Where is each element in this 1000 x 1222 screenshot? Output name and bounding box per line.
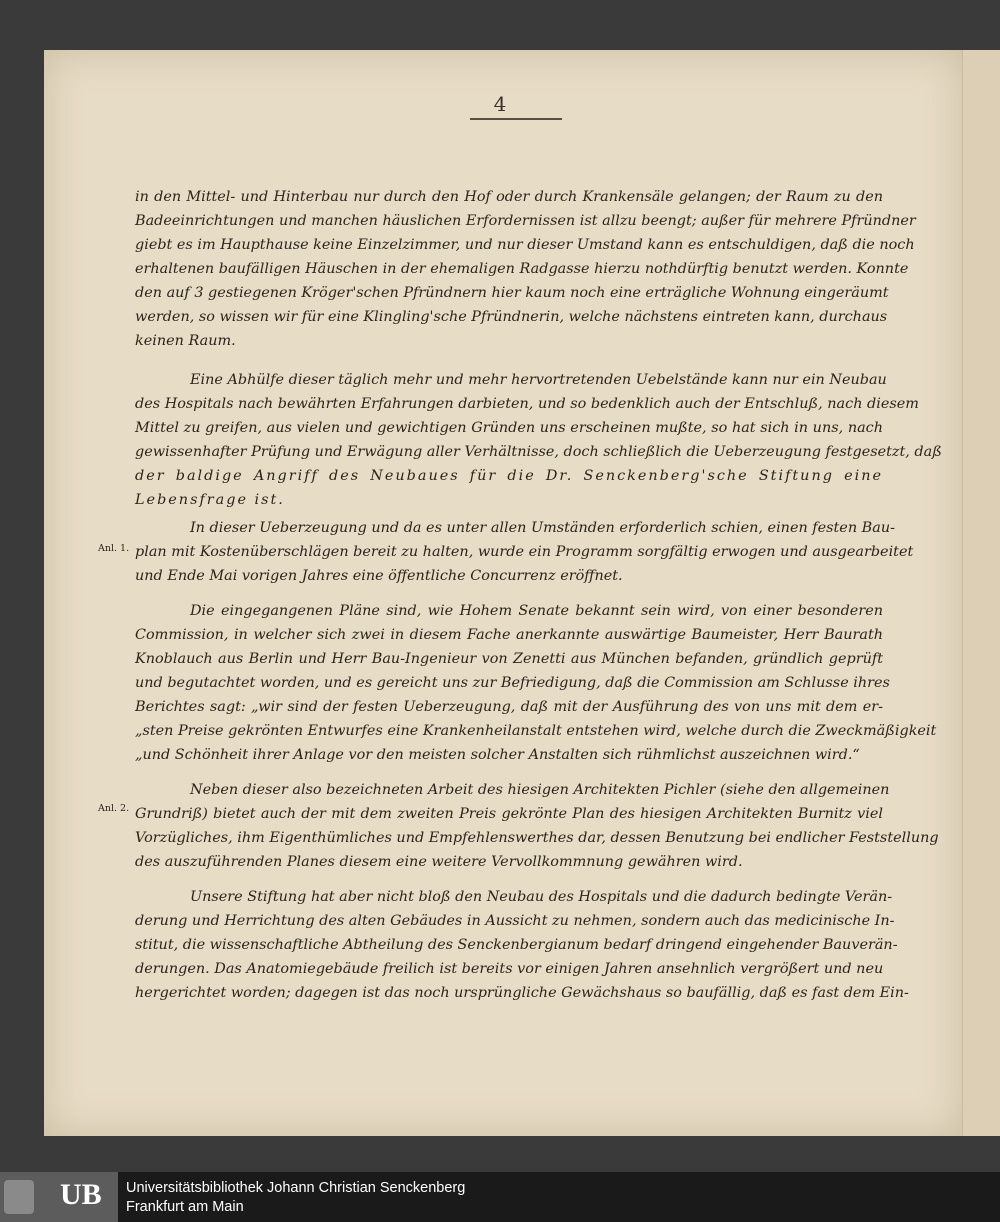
- text-line: Unsere Stiftung hat aber nicht bloß den Neubau des Hospitals und die dadurch bedingte Verän-: [190, 889, 893, 905]
- text-line: „und Schönheit ihrer Anlage vor den meisten solcher Anstalten sich rühmlichst auszeichnen wird.“: [135, 747, 860, 763]
- text-line: und begutachtet worden, und es gereicht uns zur Befriedigung, daß die Commission am Schlusse ihres: [135, 675, 890, 691]
- text-line: Neben dieser also bezeichneten Arbeit des hiesigen Architekten Pichler (siehe den allgemeinen: [190, 782, 890, 798]
- portrait-icon: [4, 1180, 34, 1214]
- text-line: erhaltenen baufälligen Häuschen in der ehemaligen Radgasse hierzu nothdürftig benutzt werden. Konnte: [135, 261, 909, 277]
- text-line: plan mit Kostenüberschlägen bereit zu halten, wurde ein Programm sorgfältig erwogen und ausgearbeitet: [135, 544, 914, 560]
- text-line: Berichtes sagt: „wir sind der festen Ueberzeugung, daß mit der Ausführung des von uns mit dem er-: [135, 699, 883, 715]
- page-number-rule: [470, 118, 562, 120]
- text-line: Knoblauch aus Berlin und Herr Bau-Ingenieur von Zenetti aus München befanden, gründlich geprüft: [135, 651, 883, 667]
- text-line: gewissenhafter Prüfung und Erwägung aller Verhältnisse, doch schließlich die Ueberzeugung festgesetzt, daß: [135, 444, 942, 460]
- text-line: In dieser Ueberzeugung und da es unter allen Umständen erforderlich schien, einen festen Bau-: [190, 520, 895, 536]
- text-line: Die eingegangenen Pläne sind, wie Hohem Senate bekannt sein wird, von einer besonderen: [190, 603, 883, 619]
- page-number: 4: [493, 92, 507, 116]
- text-line: giebt es im Haupthause keine Einzelzimmer, und nur dieser Umstand kann es entschuldigen, daß die noch: [135, 237, 915, 253]
- text-line: Mittel zu greifen, aus vielen und gewichtigen Gründen uns erscheinen mußte, so hat sich in uns, nach: [135, 420, 883, 436]
- text-line: der baldige Angriff des Neubaues für die Dr. Senckenberg'sche Stiftung eine: [135, 468, 883, 484]
- text-line: Vorzügliches, ihm Eigenthümliches und Empfehlenswerthes dar, dessen Benutzung bei endlicher Feststellung: [135, 830, 939, 846]
- text-line: des Hospitals nach bewährten Erfahrungen darbieten, und so bedenklich auch der Entschluß, nach diesem: [135, 396, 919, 412]
- library-city: Frankfurt am Main: [126, 1199, 244, 1215]
- text-line: Eine Abhülfe dieser täglich mehr und mehr hervortretenden Uebelstände kann nur ein Neubau: [190, 372, 887, 388]
- next-page-edge: [962, 50, 1000, 1136]
- text-line: Grundriß) bietet auch der mit dem zweiten Preis gekrönte Plan des hiesigen Architekten Burnitz viel: [135, 806, 883, 822]
- text-line: Commission, in welcher sich zwei in diesem Fache anerkannte auswärtige Baumeister, Herr Baurath: [135, 627, 883, 643]
- text-line: und Ende Mai vorigen Jahres eine öffentliche Concurrenz eröffnet.: [135, 568, 623, 584]
- text-line: derungen. Das Anatomiegebäude freilich ist bereits vor einigen Jahren ansehnlich vergrößert und neu: [135, 961, 884, 977]
- text-line: des auszuführenden Planes diesem eine weitere Vervollkommnung gewähren wird.: [135, 854, 743, 870]
- text-line: stitut, die wissenschaftliche Abtheilung des Senckenbergianum bedarf dringend eingehender Bauverän-: [135, 937, 898, 953]
- ub-logo-text: UB: [60, 1178, 102, 1211]
- text-line: „sten Preise gekrönten Entwurfes eine Krankenheilanstalt entstehen wird, welche durch die Zweckmäßigkeit: [135, 723, 937, 739]
- text-line: den auf 3 gestiegenen Kröger'schen Pfründnern hier kaum noch eine erträgliche Wohnung eingeräumt: [135, 285, 889, 301]
- margin-note-anl-1: Anl. 1.: [98, 543, 130, 554]
- text-line: Lebensfrage ist.: [135, 492, 285, 508]
- text-line: derung und Herrichtung des alten Gebäudes in Aussicht zu nehmen, sondern auch das medicinische In-: [135, 913, 895, 929]
- margin-note-anl-2: Anl. 2.: [98, 803, 130, 814]
- text-line: werden, so wissen wir für eine Klingling'sche Pfründnerin, welche nächstens eintreten kann, durchaus: [135, 309, 888, 325]
- text-line: in den Mittel- und Hinterbau nur durch den Hof oder durch Krankensäle gelangen; der Raum zu den: [135, 189, 883, 205]
- text-line: hergerichtet worden; dagegen ist das noch ursprüngliche Gewächshaus so baufällig, daß es fast dem Ein-: [135, 985, 909, 1001]
- text-line: Badeeinrichtungen und manchen häuslichen Erfordernissen ist allzu beengt; außer für mehrere Pfründner: [135, 213, 916, 229]
- library-name[interactable]: Universitätsbibliothek Johann Christian Senckenberg: [126, 1180, 466, 1196]
- text-line: keinen Raum.: [135, 333, 236, 349]
